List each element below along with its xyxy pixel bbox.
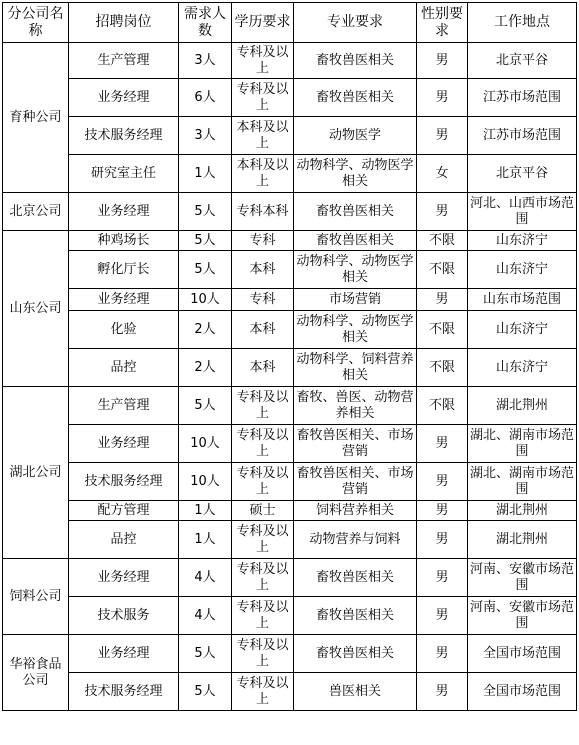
cell-position: 生产管理 xyxy=(69,43,179,79)
cell-education: 本科 xyxy=(232,311,294,349)
cell-position: 种鸡场长 xyxy=(69,231,179,251)
header-position: 招聘岗位 xyxy=(69,3,179,43)
cell-major: 畜牧兽医相关 xyxy=(294,635,417,673)
cell-major: 动物科学、动物医学相关 xyxy=(294,251,417,289)
cell-count: 6人 xyxy=(179,79,232,117)
cell-major: 畜牧兽医相关 xyxy=(294,193,417,231)
header-education: 学历要求 xyxy=(232,3,294,43)
cell-location: 湖北荆州 xyxy=(468,387,577,425)
cell-count: 5人 xyxy=(179,673,232,711)
table-row xyxy=(3,521,577,559)
cell-major: 畜牧兽医相关 xyxy=(294,559,417,597)
cell-position: 业务经理 xyxy=(69,635,179,673)
cell-education: 本科及以上 xyxy=(232,155,294,193)
cell-gender: 女 xyxy=(417,155,468,193)
cell-major: 畜牧、兽医、动物营养相关 xyxy=(294,387,417,425)
cell-position: 业务经理 xyxy=(69,559,179,597)
cell-location: 河北、山西市场范围 xyxy=(468,193,577,231)
cell-position: 化验 xyxy=(69,311,179,349)
cell-education: 专科及以上 xyxy=(232,597,294,635)
cell-count: 1人 xyxy=(179,521,232,559)
cell-location: 全国市场范围 xyxy=(468,673,577,711)
cell-education: 专科本科 xyxy=(232,193,294,231)
table-row xyxy=(3,289,577,311)
cell-education: 专科及以上 xyxy=(232,635,294,673)
cell-gender: 男 xyxy=(417,635,468,673)
cell-position: 配方管理 xyxy=(69,501,179,521)
cell-gender: 男 xyxy=(417,43,468,79)
cell-major: 畜牧兽医相关 xyxy=(294,231,417,251)
cell-count: 5人 xyxy=(179,251,232,289)
cell-location: 湖北荆州 xyxy=(468,521,577,559)
cell-location: 全国市场范围 xyxy=(468,635,577,673)
cell-location: 山东济宁 xyxy=(468,349,577,387)
table-row xyxy=(3,673,577,711)
cell-education: 专科及以上 xyxy=(232,521,294,559)
cell-count: 10人 xyxy=(179,289,232,311)
cell-gender: 男 xyxy=(417,559,468,597)
cell-position: 孵化厅长 xyxy=(69,251,179,289)
cell-count: 5人 xyxy=(179,193,232,231)
table-row xyxy=(3,251,577,289)
cell-position: 技术服务经理 xyxy=(69,463,179,501)
header-count: 需求人数 xyxy=(179,3,232,43)
table-body xyxy=(3,43,577,711)
cell-education: 本科及以上 xyxy=(232,117,294,155)
cell-major: 市场营销 xyxy=(294,289,417,311)
cell-major: 畜牧兽医相关、市场营销 xyxy=(294,425,417,463)
cell-position: 业务经理 xyxy=(69,79,179,117)
cell-major: 兽医相关 xyxy=(294,673,417,711)
cell-location: 湖北、湖南市场范围 xyxy=(468,463,577,501)
cell-location: 江苏市场范围 xyxy=(468,79,577,117)
header-location: 工作地点 xyxy=(468,3,577,43)
cell-education: 专科及以上 xyxy=(232,79,294,117)
cell-education: 硕士 xyxy=(232,501,294,521)
cell-company: 华裕食品公司 xyxy=(3,635,69,711)
table-row xyxy=(3,559,577,597)
cell-count: 2人 xyxy=(179,349,232,387)
cell-position: 技术服务经理 xyxy=(69,117,179,155)
cell-location: 山东济宁 xyxy=(468,231,577,251)
cell-location: 北京平谷 xyxy=(468,155,577,193)
cell-count: 1人 xyxy=(179,155,232,193)
table-row xyxy=(3,349,577,387)
cell-location: 河南、安徽市场范围 xyxy=(468,597,577,635)
cell-location: 江苏市场范围 xyxy=(468,117,577,155)
cell-gender: 男 xyxy=(417,117,468,155)
cell-education: 本科 xyxy=(232,349,294,387)
cell-position: 业务经理 xyxy=(69,425,179,463)
table-row xyxy=(3,501,577,521)
cell-location: 湖北荆州 xyxy=(468,501,577,521)
cell-major: 畜牧兽医相关 xyxy=(294,43,417,79)
cell-gender: 男 xyxy=(417,673,468,711)
cell-major: 动物营养与饲料 xyxy=(294,521,417,559)
cell-count: 5人 xyxy=(179,231,232,251)
cell-company: 山东公司 xyxy=(3,231,69,387)
cell-education: 专科及以上 xyxy=(232,425,294,463)
cell-count: 1人 xyxy=(179,501,232,521)
cell-gender: 不限 xyxy=(417,349,468,387)
cell-position: 研究室主任 xyxy=(69,155,179,193)
table-row xyxy=(3,117,577,155)
table-row xyxy=(3,597,577,635)
cell-education: 专科及以上 xyxy=(232,559,294,597)
cell-count: 3人 xyxy=(179,43,232,79)
cell-position: 技术服务经理 xyxy=(69,673,179,711)
cell-major: 畜牧兽医相关、市场营销 xyxy=(294,463,417,501)
cell-location: 山东市场范围 xyxy=(468,289,577,311)
cell-count: 4人 xyxy=(179,559,232,597)
cell-company: 北京公司 xyxy=(3,193,69,231)
table-row xyxy=(3,231,577,251)
cell-gender: 男 xyxy=(417,425,468,463)
cell-gender: 不限 xyxy=(417,311,468,349)
cell-count: 10人 xyxy=(179,463,232,501)
cell-education: 专科 xyxy=(232,289,294,311)
table-row xyxy=(3,155,577,193)
cell-gender: 男 xyxy=(417,501,468,521)
cell-position: 业务经理 xyxy=(69,193,179,231)
cell-major: 动物医学 xyxy=(294,117,417,155)
header-company: 分公司名称 xyxy=(3,3,69,43)
cell-gender: 男 xyxy=(417,597,468,635)
cell-location: 北京平谷 xyxy=(468,43,577,79)
table-row xyxy=(3,387,577,425)
cell-education: 专科 xyxy=(232,231,294,251)
cell-company: 饲料公司 xyxy=(3,559,69,635)
cell-count: 10人 xyxy=(179,425,232,463)
table-row xyxy=(3,311,577,349)
table-row xyxy=(3,635,577,673)
header-major: 专业要求 xyxy=(294,3,417,43)
cell-gender: 不限 xyxy=(417,251,468,289)
table-row xyxy=(3,463,577,501)
table-row xyxy=(3,193,577,231)
cell-count: 4人 xyxy=(179,597,232,635)
cell-location: 山东济宁 xyxy=(468,251,577,289)
cell-education: 专科及以上 xyxy=(232,673,294,711)
cell-major: 饲料营养相关 xyxy=(294,501,417,521)
cell-gender: 男 xyxy=(417,463,468,501)
cell-location: 山东济宁 xyxy=(468,311,577,349)
cell-major: 动物科学、动物医学相关 xyxy=(294,155,417,193)
recruitment-table xyxy=(2,2,577,711)
cell-education: 专科及以上 xyxy=(232,387,294,425)
cell-position: 品控 xyxy=(69,349,179,387)
cell-gender: 不限 xyxy=(417,387,468,425)
cell-major: 动物科学、饲料营养相关 xyxy=(294,349,417,387)
cell-gender: 男 xyxy=(417,79,468,117)
header-gender: 性别要求 xyxy=(417,3,468,43)
table-header-row xyxy=(3,3,577,43)
table-row xyxy=(3,425,577,463)
cell-position: 品控 xyxy=(69,521,179,559)
cell-position: 业务经理 xyxy=(69,289,179,311)
cell-education: 专科及以上 xyxy=(232,463,294,501)
table-row xyxy=(3,79,577,117)
cell-gender: 男 xyxy=(417,521,468,559)
cell-major: 畜牧兽医相关 xyxy=(294,79,417,117)
cell-count: 5人 xyxy=(179,387,232,425)
cell-major: 动物科学、动物医学相关 xyxy=(294,311,417,349)
cell-count: 3人 xyxy=(179,117,232,155)
cell-count: 5人 xyxy=(179,635,232,673)
cell-company: 育种公司 xyxy=(3,43,69,193)
cell-position: 技术服务 xyxy=(69,597,179,635)
cell-education: 本科 xyxy=(232,251,294,289)
cell-company: 湖北公司 xyxy=(3,387,69,559)
cell-count: 2人 xyxy=(179,311,232,349)
cell-education: 专科及以上 xyxy=(232,43,294,79)
cell-gender: 男 xyxy=(417,193,468,231)
cell-position: 生产管理 xyxy=(69,387,179,425)
cell-location: 湖北、湖南市场范围 xyxy=(468,425,577,463)
cell-gender: 男 xyxy=(417,289,468,311)
cell-major: 畜牧兽医相关 xyxy=(294,597,417,635)
cell-gender: 不限 xyxy=(417,231,468,251)
cell-location: 河南、安徽市场范围 xyxy=(468,559,577,597)
table-row xyxy=(3,43,577,79)
